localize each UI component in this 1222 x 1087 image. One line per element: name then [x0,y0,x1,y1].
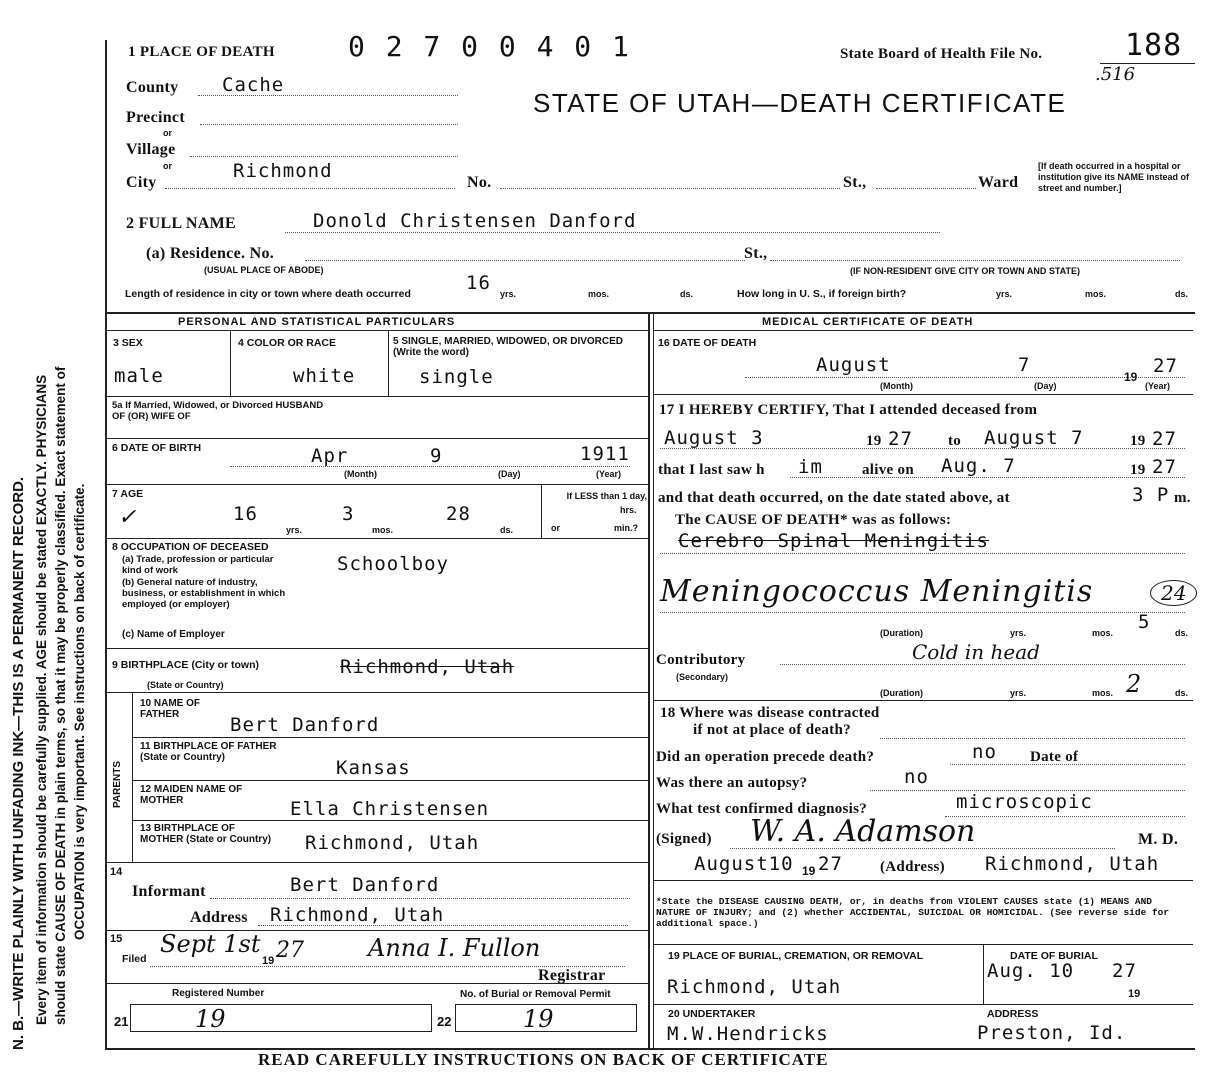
certify-label: 17 I HEREBY CERTIFY, That I attended deceased from [659,402,1038,418]
dob-label: 6 DATE OF BIRTH [112,442,202,454]
signed-label: (Signed) [656,831,712,847]
county-value: Cache [222,74,285,96]
age-years: 16 [233,503,258,525]
last-saw-label: that I last saw h [658,462,765,478]
physician-signature: W. A. Adamson [750,814,976,849]
date-of-death-label: 16 DATE OF DEATH [658,337,757,349]
precinct-label: Precinct [126,109,185,126]
filed-value: Sept 1st [160,930,261,958]
row-17-line [653,394,1193,395]
to-label: to [948,433,962,449]
burial-permit-value: 19 [523,1005,554,1033]
undertaker-label: 20 UNDERTAKER [668,1008,756,1020]
autopsy-label: Was there an autopsy? [656,775,808,791]
duration-ds-2: ds. [1175,688,1189,698]
burial-date-year: 27 [1112,960,1137,982]
burial-divider [983,944,984,1004]
full-name-label: 2 FULL NAME [126,215,236,232]
burial-permit-label: No. of Burial or Removal Permit [460,989,611,1000]
operation-date-label: Date of [1030,749,1079,765]
burial-place-label: 19 PLACE OF BURIAL, CREMATION, OR REMOVAL [668,950,924,962]
age-days: 28 [446,503,471,525]
operation-line [950,764,1185,765]
precinct-line [200,124,458,125]
or-label-2: or [163,161,172,171]
dob-month: Apr [311,445,349,467]
father-value: Bert Danford [230,714,380,736]
less-than-min: min.? [614,523,638,533]
duration-mos-1: mos. [1092,628,1114,638]
length-residence-label: Length of residence in city or town where death occurred [125,288,411,300]
to-year-prefix: 19 [1130,433,1146,449]
occupation-c-label: (c) Name of Employer [122,629,225,640]
color-value: white [293,365,356,387]
md-label: M. D. [1138,831,1179,848]
side-note-line3: should state CAUSE OF DEATH in plain terms, so that it may be properly classified. Exact statement of [53,366,68,1025]
father-birthplace-label: 11 BIRTHPLACE OF FATHER (State or Country) [140,741,277,763]
registered-number-box [130,1004,432,1032]
occupation-value: Schoolboy [337,553,449,575]
occupation-b-label: (b) General nature of industry, business, or establishment in which employed (or employer) [122,577,286,610]
test-label: What test confirmed diagnosis? [656,801,868,817]
file-number-sub: .516 [1095,64,1136,85]
color-label: 4 COLOR OR RACE [238,337,337,349]
row-5a-line [105,396,648,397]
mother-birthplace-value: Richmond, Utah [305,832,480,854]
signed-line [730,848,1115,849]
row-19-line [653,944,1193,945]
age-label: 7 AGE [112,488,144,500]
alive-year-prefix: 19 [1130,462,1146,478]
occurred-time: 3 P [1132,484,1170,506]
death-day-sub: (Day) [1034,381,1057,391]
burial-date-prefix: 19 [1128,988,1141,1000]
registered-number-prefix: 21 [114,1014,129,1029]
us-mos: mos. [1085,289,1107,299]
street-number-line [500,188,840,189]
row-13-line [132,820,648,821]
alive-label: alive on [862,462,914,478]
registrar-signature: Anna I. Fullon [368,934,541,962]
cause-line-1 [660,553,1185,554]
duration-label-1: (Duration) [880,628,923,638]
spouse-label: 5a If Married, Widowed, or Divorced HUSBAND OF (OR) WIFE OF [112,400,324,422]
burial-permit-prefix: 22 [437,1014,452,1029]
alive-date: Aug. 7 [941,455,1016,477]
from-year-prefix: 19 [866,433,882,449]
hospital-note: [If death occurred in a hospital or institution give its NAME instead of street and number.] [1038,161,1190,193]
occurred-label: and that death occurred, on the date stated above, at [658,490,1010,506]
place-of-death-label: 1 PLACE OF DEATH [128,44,275,60]
cause-struck: Cerebro Spinal Meningitis [678,530,989,552]
signature-date: August10 [694,853,794,875]
street-line [876,188,976,189]
cause-label: The CAUSE OF DEATH* was as follows: [675,512,952,528]
row-18-line [653,700,1193,701]
attended-to: August 7 [984,427,1084,449]
us-ds: ds. [1175,289,1189,299]
dob-year: 1911 [580,443,630,465]
age-check: ✓ [118,505,137,530]
occupation-label: 8 OCCUPATION OF DECEASED [112,541,269,553]
full-name-value: Donold Christensen Danford [313,210,637,232]
personal-header-line [105,330,648,331]
alive-line [790,477,1185,478]
last-saw-value: im [798,456,823,478]
informant-address-value: Richmond, Utah [270,904,445,926]
death-year-prefix: 19 [1124,370,1138,384]
burial-date-label: DATE OF BURIAL [1010,950,1098,962]
length-residence-value: 16 [466,272,491,294]
certificate-number: 0 2 7 0 0 4 0 1 [348,30,631,63]
age-months: 3 [342,503,355,525]
contributory-label: Contributory [656,652,746,668]
operation-value: no [972,741,997,763]
row-6-line [105,438,648,439]
death-year: 27 [1153,355,1178,377]
center-divider-2 [653,312,654,1049]
street-number-label: No. [467,174,492,191]
certificate-title: STATE OF UTAH—DEATH CERTIFICATE [533,88,1067,118]
cause-handwritten: Meningococcus Meningitis [660,574,1094,609]
to-year: 27 [1152,428,1177,450]
age-mos-sub: mos. [372,525,394,535]
age-yrs-sub: yrs. [286,525,303,535]
dob-year-sub: (Year) [596,469,622,479]
row-8-line [105,538,648,539]
county-line [198,95,458,96]
from-year: 27 [888,428,913,450]
physician-address: Richmond, Utah [985,853,1160,875]
contributory-sub: (Secondary) [676,672,729,682]
note-line [653,880,1193,881]
duration-ds-1: ds. [1175,628,1189,638]
age-ds-sub: ds. [500,525,514,535]
village-label: Village [126,141,176,158]
contracted-label: 18 Where was disease contracted [660,705,880,721]
death-month-sub: (Month) [880,381,913,391]
residence-street-label: St., [744,245,768,262]
non-resident-note: (IF NON-RESIDENT GIVE CITY OR TOWN AND STATE) [850,266,1081,276]
duration-yrs-2: yrs. [1010,688,1027,698]
section-top-line [105,312,1195,314]
less-than-divider [541,484,542,538]
ward-label: Ward [978,174,1019,191]
father-birthplace-value: Kansas [336,757,411,779]
undertaker-address-label: ADDRESS [987,1008,1039,1020]
personal-header: PERSONAL AND STATISTICAL PARTICULARS [178,316,456,328]
duration-mos-value-2: 2 [1126,670,1142,698]
us-length-label: How long in U. S., if foreign birth? [737,288,907,300]
mother-value: Ella Christensen [290,798,490,820]
file-number-label: State Board of Health File No. [840,46,1043,62]
operation-label: Did an operation precede death? [656,749,875,765]
row-12-line [132,780,648,781]
death-month: August [816,354,891,376]
sex-value: male [114,365,164,387]
occurred-m: m. [1174,490,1191,506]
residence-street-line [770,260,1180,261]
father-label: 10 NAME OF FATHER [140,698,201,720]
contracted-sub: if not at place of death? [693,722,851,738]
color-divider [388,331,389,396]
side-note-line2: Every item of information should be carefully supplied. AGE should be stated EXACTLY. PHYSICIANS [34,374,49,1025]
medical-header-line [653,330,1193,331]
burial-place-value: Richmond, Utah [667,976,842,998]
sex-label: 3 SEX [113,337,143,349]
row-reg-line [105,983,648,984]
dob-day-sub: (Day) [498,469,521,479]
mother-birthplace-label: 13 BIRTHPLACE OF MOTHER (State or Country) [140,823,272,845]
registered-number-label: Registered Number [172,988,265,999]
birthplace-value: Richmond, Utah [340,656,515,678]
duration-label-2: (Duration) [880,688,923,698]
informant-value: Bert Danford [290,874,440,896]
undertaker-address-value: Preston, Id. [977,1022,1127,1044]
or-label-1: or [163,128,172,138]
undertaker-value: M.W.Hendricks [667,1023,829,1045]
parents-divider [132,692,133,862]
duration-mos-2: mos. [1092,688,1114,698]
row-10-line [105,692,648,693]
informant-label: Informant [132,883,206,900]
duration-yrs-1: yrs. [1010,628,1027,638]
attended-line [660,448,1185,449]
parents-label: PARENTS [112,760,123,808]
death-year-sub: (Year) [1145,381,1171,391]
length-mos: mos. [588,289,610,299]
mother-label: 12 MAIDEN NAME OF MOTHER [140,784,243,806]
signature-year-prefix: 19 [802,864,816,878]
full-name-line [285,232,940,233]
row-9-line [105,648,648,649]
registrar-label: Registrar [538,967,606,984]
dob-day: 9 [430,445,443,467]
test-line [945,816,1185,817]
item-14-number: 14 [110,866,123,878]
informant-address-line [258,925,628,926]
filed-year-prefix: 19 [262,955,275,967]
us-yrs: yrs. [996,289,1013,299]
alive-year: 27 [1152,456,1177,478]
death-date-line [745,377,1185,378]
row-20-line [653,1004,1193,1005]
sex-divider [230,331,231,396]
county-label: County [126,79,179,96]
left-border [105,40,107,1050]
registered-number-value: 19 [195,1005,226,1033]
less-than-or: or [551,523,560,533]
duration-mos-value-1: 5 [1138,611,1151,633]
signature-year: 27 [818,853,843,875]
medical-header: MEDICAL CERTIFICATE OF DEATH [762,316,974,328]
attended-from: August 3 [664,427,764,449]
city-label: City [126,174,157,191]
contributory-value: Cold in head [912,640,1040,664]
less-than-hrs: hrs. [620,505,637,515]
occupation-a-label: (a) Trade, profession or particular kind of work [122,554,274,576]
row-11-line [132,737,648,738]
birthplace-label: 9 BIRTHPLACE (City or town) [112,659,259,671]
contracted-line [880,738,1185,739]
item-15-number: 15 [110,933,123,945]
death-day: 7 [1018,354,1031,376]
city-value: Richmond [233,160,333,182]
file-number: 188 [1125,28,1183,63]
burial-date-value: Aug. 10 [987,960,1075,982]
marital-label: 5 SINGLE, MARRIED, WIDOWED, OR DIVORCED (Write the word) [393,336,624,358]
autopsy-value: no [904,766,929,788]
dob-month-sub: (Month) [344,469,377,479]
center-divider [648,312,650,1049]
side-note-line1: N. B.—WRITE PLAINLY WITH UNFADING INK—THIS IS A PERMANENT RECORD. [10,476,27,1050]
cause-instruction-note: *State the DISEASE CAUSING DEATH, or, in deaths from VIOLENT CAUSES state (1) MEANS AND NATURE OF INJURY; and (2) whether ACCIDENTAL, SUICIDAL OR HOMICIDAL. (See reverse side for additional space.) [656,896,1170,929]
residence-sub: (USUAL PLACE OF ABODE) [204,265,324,275]
row-7-line [105,484,648,485]
test-value: microscopic [956,791,1093,813]
footer-instructions: READ CAREFULLY INSTRUCTIONS ON BACK OF CERTIFICATE [258,1050,829,1069]
row-14-line [105,862,648,863]
cause-code: 24 [1150,580,1197,606]
side-note-line4: OCCUPATION is very important. See instructions on back of certificate. [72,483,87,940]
village-line [190,156,458,157]
city-line [165,188,455,189]
length-ds: ds. [680,289,694,299]
birthplace-sub: (State or Country) [147,680,224,690]
physician-address-label: (Address) [880,859,945,875]
street-label: St., [843,174,867,191]
residence-line [305,260,745,261]
informant-line [210,898,630,899]
marital-value: single [419,366,494,388]
cause-line-2 [660,612,1185,613]
filed-label: Filed [122,953,147,965]
informant-address-label: Address [190,909,248,926]
residence-label: (a) Residence. No. [146,245,275,262]
contributory-line [780,664,1185,665]
dob-line [230,466,630,467]
filed-year: 27 [276,938,304,963]
less-than-label: If LESS than 1 day, [566,491,647,501]
length-yrs: yrs. [500,289,517,299]
